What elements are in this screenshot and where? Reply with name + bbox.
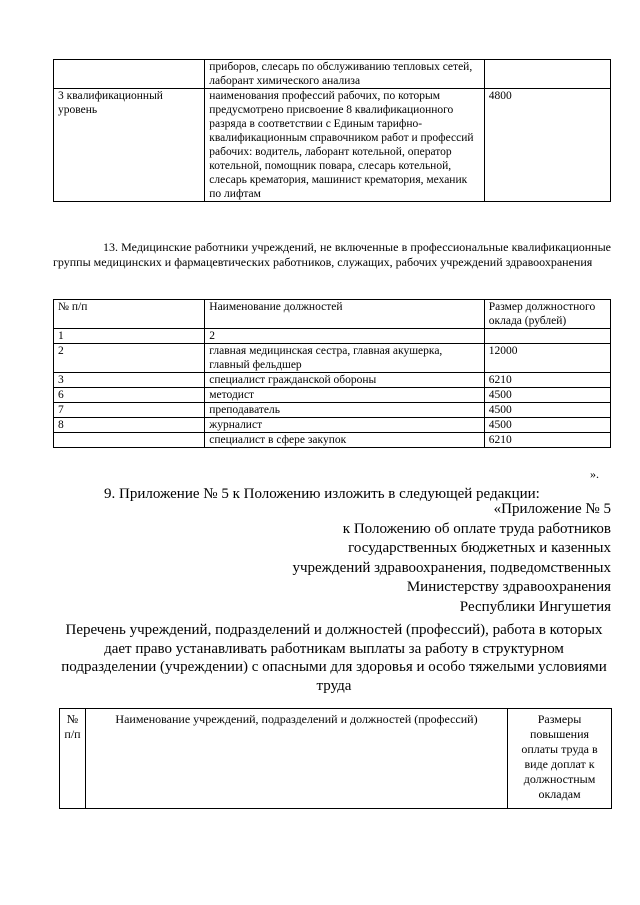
appendix-line: к Положению об оплате труда работников [342,520,611,537]
table-cell [484,60,610,89]
table-cell: 6210 [484,373,610,388]
table-cell: преподаватель [205,403,485,418]
table-cell: специалист гражданской обороны [205,373,485,388]
paragraph-13-text: 13. Медицинские работники учреждений, не включенные в профессиональные квалификационные группы медицинских и фармацевтических работников, служащих, рабочих учреждений здравоохранения [53,240,611,269]
table-row [54,60,611,89]
appendix-line: «Приложение № 5 [493,501,611,517]
table-header-cell: № п/п [54,300,205,329]
table-cell: 7 [54,403,205,418]
table-cell: 4500 [484,403,610,418]
closing-quote: ». [590,467,599,481]
table-cell: 8 [54,418,205,433]
table-header-row [60,709,612,809]
table-cell: 4500 [484,388,610,403]
table-row [54,329,611,344]
table-cell [54,60,205,89]
table-cell: 6 [54,388,205,403]
table-row [54,373,611,388]
table-cell: 12000 [484,344,610,373]
table-header-cell: Наименование учреждений, подразделений и должностей (профессий) [85,709,507,809]
institutions-table [59,708,612,809]
table-cell: приборов, слесарь по обслуживанию тепловых сетей, лаборант химического анализа [205,60,485,89]
table-cell: 3 квалификационный уровень [54,89,205,202]
paragraph-13 [53,240,611,270]
table-cell: специалист в сфере закупок [205,433,485,448]
table-header-cell: Размер должностного оклада (рублей) [484,300,610,329]
table-header-cell: Размеры повышения оплаты труда в виде доплат к должностным окладам [508,709,612,809]
table-cell: 1 [54,329,205,344]
table-row [54,89,611,202]
table-cell: наименования профессий рабочих, по которым предусмотрено присвоение 8 квалификационного разряда в соответствии с Единым тарифно-квалификационным справочником работ и профессий рабочих: водитель, лаборант котельной, оператор котельной, помощник повара, слесарь котельной, слесарь крематория, машинист крематория, механик по лифтам [205,89,485,202]
table-cell: журналист [205,418,485,433]
table-cell: 6210 [484,433,610,448]
list-heading: Перечень учреждений, подразделений и должностей (профессий), работа в которых дает право устанавливать работникам выплаты за работу в структурном подразделении (учреждении) с опасными для здоровья и особо тяжелыми условиями труда [61,622,607,694]
table-row [54,388,611,403]
table-row [54,344,611,373]
table-header-cell: Наименование должностей [205,300,485,329]
table-cell: главная медицинская сестра, главная акушерка, главный фельдшер [205,344,485,373]
appendix-line: Министерству здравоохранения [406,579,611,595]
appendix-line: Республики Ингушетия [459,598,611,615]
appendix-line: учреждений здравоохранения, подведомственных [292,559,611,576]
table-cell: 2 [54,344,205,373]
appendix-header [292,500,611,617]
table-cell: методист [205,388,485,403]
table-row [54,403,611,418]
table-row [54,418,611,433]
appendix-line: государственных бюджетных и казенных [348,540,611,556]
table-cell [484,329,610,344]
qualification-table [53,59,611,202]
positions-table [53,299,611,448]
item-9: 9. Приложение № 5 к Положению изложить в следующей редакции: [104,486,540,502]
table-cell: 4500 [484,418,610,433]
table-header-cell: № п/п [60,709,86,809]
table-row [54,433,611,448]
table-cell: 2 [205,329,485,344]
table-cell [54,433,205,448]
table-cell: 3 [54,373,205,388]
table-header-row [54,300,611,329]
table-cell: 4800 [484,89,610,202]
